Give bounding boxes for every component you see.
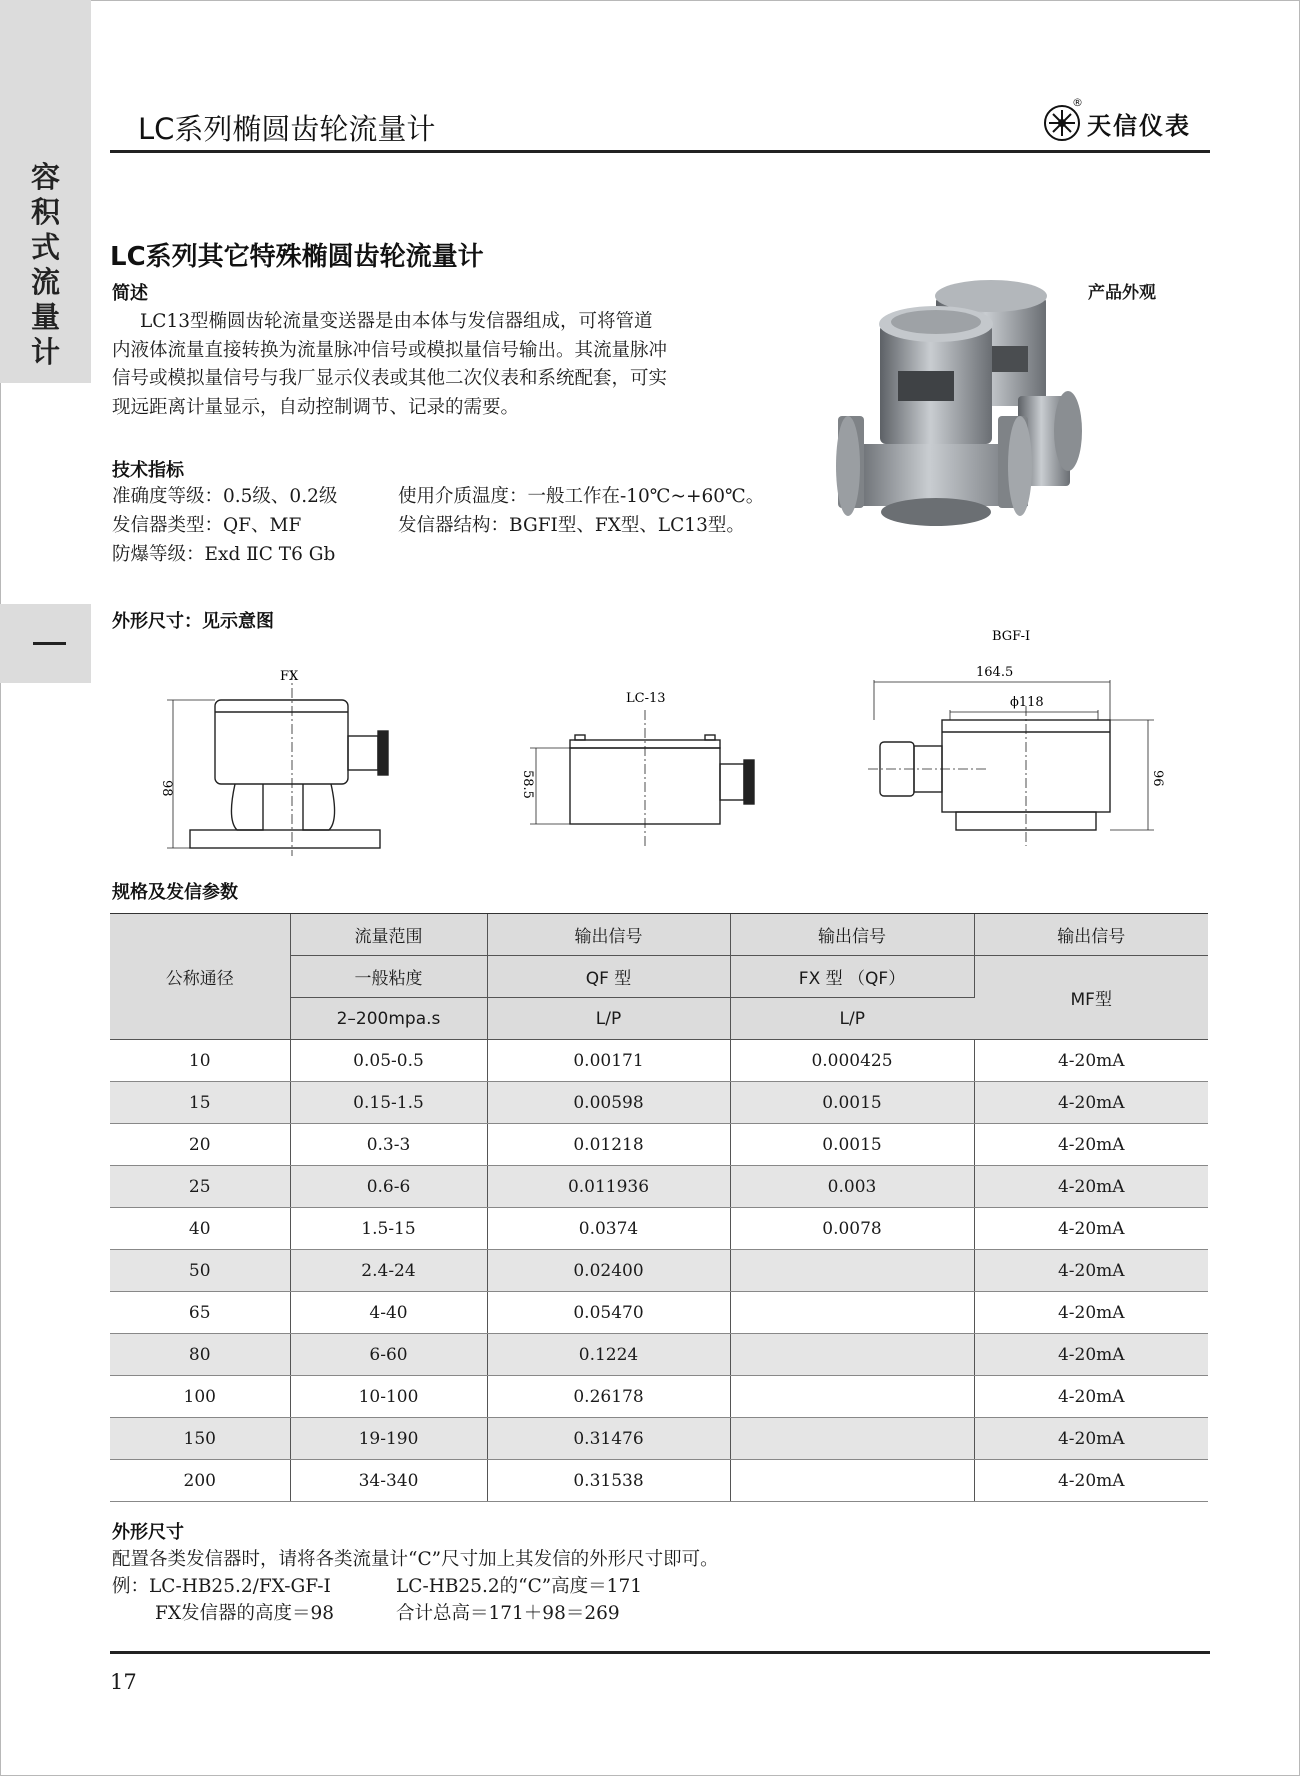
- lc13-height-dim: 58.5: [520, 770, 535, 799]
- cell-dn: 100: [110, 1376, 290, 1418]
- th-mf-type: MF型: [974, 956, 1208, 1040]
- brand-logo-icon: [1043, 104, 1081, 142]
- cell-dn: 15: [110, 1082, 290, 1124]
- fx-label: FX: [280, 669, 299, 684]
- bgf-height-dim: 96: [1150, 770, 1165, 787]
- cell-qf: 0.00171: [487, 1040, 730, 1082]
- cell-fx: [730, 1250, 974, 1292]
- section-title: LC系列其它特殊椭圆齿轮流量计: [110, 242, 484, 272]
- overview-text: [112, 308, 792, 422]
- dims-example-left1: 例：LC-HB25.2/FX-GF-I: [112, 1576, 331, 1597]
- cell-fx: [730, 1376, 974, 1418]
- cell-mf: 4-20mA: [974, 1460, 1208, 1502]
- side-char: 积: [30, 195, 60, 229]
- spec-transmitter-structure: 发信器结构：BGFI型、FX型、LC13型。: [398, 515, 745, 536]
- spec-explosion-rating: 防爆等级：Exd ⅡC T6 Gb: [112, 544, 336, 565]
- cell-qf: 0.31538: [487, 1460, 730, 1502]
- cell-mf: 4-20mA: [974, 1082, 1208, 1124]
- cell-mf: 4-20mA: [974, 1292, 1208, 1334]
- th-lp1: L/P: [487, 998, 730, 1040]
- table-row: [110, 1418, 1208, 1460]
- th-flow-range: 流量范围: [290, 914, 487, 956]
- overview-line: 内液体流量直接转换为流量脉冲信号或模拟量信号输出。其流量脉冲: [112, 339, 668, 361]
- cell-mf: 4-20mA: [974, 1376, 1208, 1418]
- cell-range: 0.05-0.5: [290, 1040, 487, 1082]
- cell-range: 0.15-1.5: [290, 1082, 487, 1124]
- table-row: [110, 1166, 1208, 1208]
- cell-qf: 0.1224: [487, 1334, 730, 1376]
- side-category-label: [0, 160, 91, 370]
- cell-range: 4-40: [290, 1292, 487, 1334]
- cell-qf: 0.01218: [487, 1124, 730, 1166]
- cell-qf: 0.0374: [487, 1208, 730, 1250]
- side-char: 容: [30, 160, 60, 194]
- footer-divider: [110, 1651, 1210, 1654]
- table-heading: 规格及发信参数: [112, 882, 238, 903]
- cell-fx: 0.0015: [730, 1124, 974, 1166]
- th-viscosity-range: 2–200mpa.s: [290, 998, 487, 1040]
- table-row: [110, 1208, 1208, 1250]
- brand-name: 天信仪表: [1087, 111, 1191, 140]
- cell-range: 6-60: [290, 1334, 487, 1376]
- bgf-diameter-dim: ϕ118: [1010, 695, 1044, 710]
- spec-temperature: 使用介质温度：一般工作在-10℃~+60℃。: [398, 486, 765, 507]
- overview-heading: 简述: [112, 283, 148, 304]
- spec-transmitter-type: 发信器类型：QF、MF: [112, 515, 302, 536]
- table-row: [110, 1376, 1208, 1418]
- cell-fx: [730, 1292, 974, 1334]
- th-nominal: 公称通径: [110, 914, 290, 1040]
- cell-dn: 65: [110, 1292, 290, 1334]
- spec-table: [110, 914, 1208, 1502]
- bgf-width-dim: 164.5: [976, 665, 1014, 680]
- cell-qf: 0.05470: [487, 1292, 730, 1334]
- cell-qf: 0.02400: [487, 1250, 730, 1292]
- page-number: 17: [110, 1670, 137, 1694]
- side-subtab: [0, 604, 91, 683]
- side-category-tab: [0, 0, 91, 383]
- cell-mf: 4-20mA: [974, 1166, 1208, 1208]
- cell-range: 34-340: [290, 1460, 487, 1502]
- th-qf-type: QF 型: [487, 956, 730, 998]
- spec-accuracy: 准确度等级：0.5级、0.2级: [112, 486, 338, 507]
- cell-mf: 4-20mA: [974, 1040, 1208, 1082]
- th-output2: 输出信号: [730, 914, 974, 956]
- cell-qf: 0.00598: [487, 1082, 730, 1124]
- dims-example-right2: 合计总高＝171＋98＝269: [396, 1603, 620, 1624]
- dims-example-left2: FX发信器的高度＝98: [155, 1603, 335, 1624]
- cell-range: 10-100: [290, 1376, 487, 1418]
- cell-dn: 20: [110, 1124, 290, 1166]
- cell-range: 0.6-6: [290, 1166, 487, 1208]
- side-char: 流: [30, 265, 60, 299]
- cell-range: 1.5-15: [290, 1208, 487, 1250]
- cell-fx: [730, 1460, 974, 1502]
- table-row: [110, 1040, 1208, 1082]
- th-output3: 输出信号: [974, 914, 1208, 956]
- fx-drawing: [155, 660, 395, 860]
- cell-qf: 0.31476: [487, 1418, 730, 1460]
- table-row: [110, 1250, 1208, 1292]
- cell-dn: 25: [110, 1166, 290, 1208]
- dims-example-right1: LC-HB25.2的“C”高度＝171: [396, 1576, 642, 1597]
- th-viscosity: 一般粘度: [290, 956, 487, 998]
- cell-fx: 0.000425: [730, 1040, 974, 1082]
- cell-fx: 0.0078: [730, 1208, 974, 1250]
- cell-dn: 40: [110, 1208, 290, 1250]
- cell-qf: 0.26178: [487, 1376, 730, 1418]
- cell-fx: [730, 1334, 974, 1376]
- th-fx-type: FX 型 （QF）: [730, 956, 974, 998]
- lc13-drawing: [520, 680, 780, 850]
- fx-height-dim: 98: [159, 780, 174, 797]
- dims-note-heading: 外形尺寸: [112, 1522, 184, 1543]
- cell-range: 0.3-3: [290, 1124, 487, 1166]
- cell-dn: 10: [110, 1040, 290, 1082]
- cell-fx: 0.0015: [730, 1082, 974, 1124]
- cell-qf: 0.011936: [487, 1166, 730, 1208]
- side-char: 量: [30, 300, 60, 334]
- header-title: LC系列椭圆齿轮流量计: [138, 112, 436, 146]
- th-lp2: L/P: [730, 998, 974, 1040]
- table-row: [110, 1292, 1208, 1334]
- product-photo: [828, 276, 1118, 566]
- table-row: [110, 1082, 1208, 1124]
- lc13-label: LC-13: [626, 691, 666, 706]
- side-char: 式: [30, 230, 60, 264]
- cell-mf: 4-20mA: [974, 1124, 1208, 1166]
- bgf-drawing: [862, 620, 1165, 850]
- th-output1: 输出信号: [487, 914, 730, 956]
- cell-mf: 4-20mA: [974, 1250, 1208, 1292]
- dims-note-line: 配置各类发信器时，请将各类流量计“C”尺寸加上其发信的外形尺寸即可。: [112, 1549, 719, 1570]
- cell-fx: [730, 1418, 974, 1460]
- table-row: [110, 1334, 1208, 1376]
- overview-line: LC13型椭圆齿轮流量变送器是由本体与发信器组成，可将管道: [140, 311, 653, 332]
- bgf-label: BGF-I: [992, 629, 1031, 644]
- specs-heading: 技术指标: [112, 460, 184, 481]
- brand-reg-mark: ®: [1072, 96, 1083, 109]
- photo-label: 产品外观: [1088, 283, 1156, 303]
- overview-line: 信号或模拟量信号与我厂显示仪表或其他二次仪表和系统配套，可实: [112, 368, 668, 389]
- cell-range: 19-190: [290, 1418, 487, 1460]
- side-dash: [33, 642, 66, 645]
- table-row: [110, 1460, 1208, 1502]
- overview-line: 现远距离计量显示，自动控制调节、记录的需要。: [112, 396, 520, 418]
- cell-mf: 4-20mA: [974, 1208, 1208, 1250]
- cell-dn: 200: [110, 1460, 290, 1502]
- cell-fx: 0.003: [730, 1166, 974, 1208]
- table-row: [110, 1124, 1208, 1166]
- dims-heading: 外形尺寸：见示意图: [112, 611, 274, 632]
- cell-dn: 150: [110, 1418, 290, 1460]
- cell-dn: 80: [110, 1334, 290, 1376]
- cell-range: 2.4-24: [290, 1250, 487, 1292]
- header-divider: [110, 150, 1210, 153]
- cell-dn: 50: [110, 1250, 290, 1292]
- side-char: 计: [30, 335, 60, 369]
- cell-mf: 4-20mA: [974, 1418, 1208, 1460]
- cell-mf: 4-20mA: [974, 1334, 1208, 1376]
